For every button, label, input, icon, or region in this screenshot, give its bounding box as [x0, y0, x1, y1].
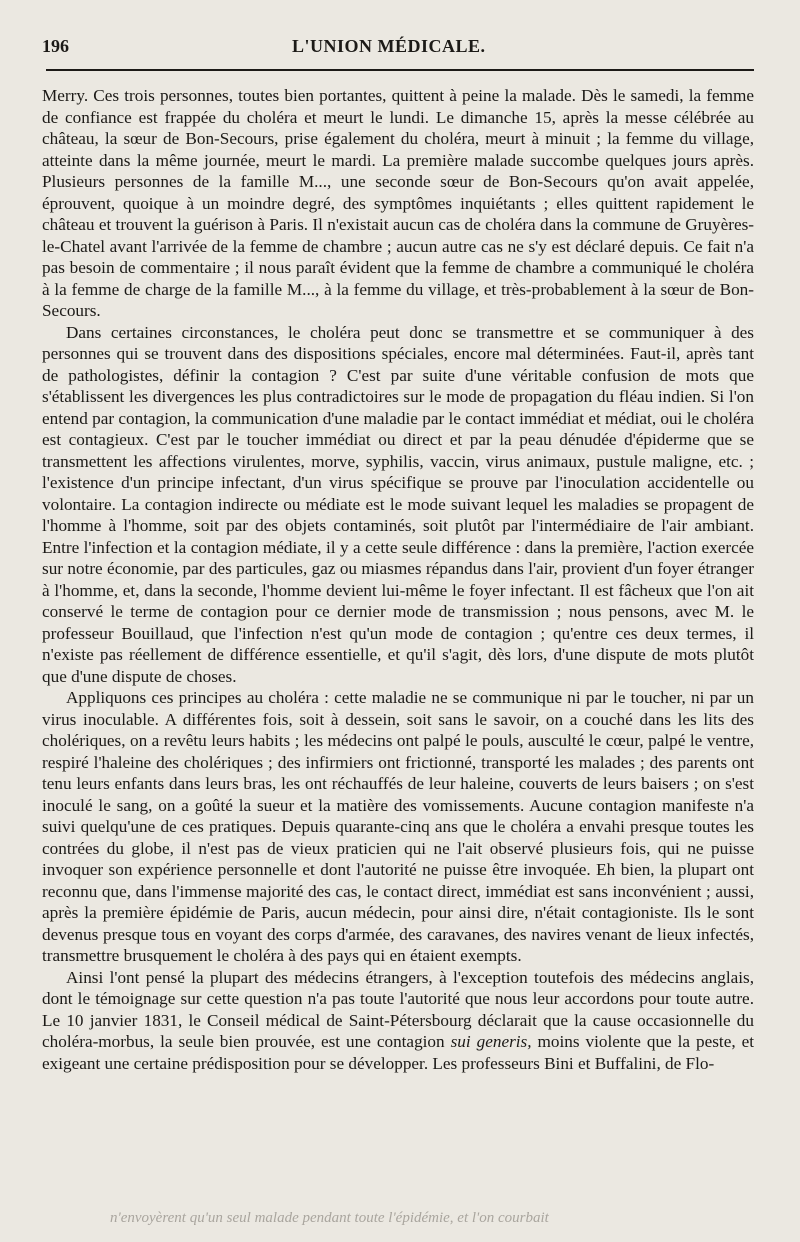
paragraph: Appliquons ces principes au choléra : cette maladie ne se communique ni par le toucher, ni par un virus inoculable. A différentes fois, soit à dessein, soit sans le savoir, on a couché dans les lits des cholériques, on a revêtu leurs habits ; les médecins ont palpé le pouls, ausculté le cœur, palpé le ventre, respiré l'haleine des cholériques ; des infirmiers ont frictionné, transporté les malades ; des parents ont tenu leurs enfants dans leurs bras, les ont réchauffés de leur haleine, couverts de leurs baisers ; on s'est inoculé le sang, on a goûté la sueur et la matière des vomissements. Aucune contagion manifeste n'a suivi quelqu'une de ces pratiques. Depuis quarante-cinq ans que le choléra a envahi presque toutes les contrées du globe, il n'est pas de vieux praticien qui ne l'ait observé plusieurs fois, qui ne puisse invoquer son expérience personnelle et dont l'autorité ne puisse être invoquée. Eh bien, la plupart ont reconnu que, dans l'immense majorité des cas, le contact direct, immédiat est sans inconvénient ; aussi, après la première épidémie de Paris, aucun médecin, pour ainsi dire, n'était contagioniste. Ils le sont devenus presque tous en voyant des corps d'armée, des caravanes, des navires venant de lieux infectés, transmettre brusquement le choléra à des pays qui en étaient exempts.: [42, 688, 754, 965]
page-header: [42, 36, 754, 66]
text-span: Ainsi l'ont pensé la plupart des médecins étrangers, à l'exception toutefois des médecins anglais, dont le témoignage sur cette question n'a pas toute l'autorité que nous leur accordons pour toute autre. Le 10 janvier 1831, le Conseil médical de Saint-Pétersbourg déclarait que la cause occasionnelle du choléra-morbus, la seule bien prouvée, est une contagion: [42, 967, 754, 1051]
article-body: [42, 85, 754, 1074]
page-number: 196: [42, 36, 69, 56]
paragraph: [42, 967, 754, 1075]
text-span: moins violente que la peste, et exigeant une certaine prédisposition pour se développer. Les professeurs Bini et Buffalini, de Flo-: [42, 1032, 755, 1073]
paragraph: Merry. Ces trois personnes, toutes bien portantes, quittent à peine la malade. Dès le samedi, la femme de confiance est frappée du choléra et meurt le lundi. Le dimanche 15, après la messe célébrée au château, la sœur de Bon-Secours, prise également du choléra, meurt à minuit ; la femme du village, atteinte dans la même journée, meurt le mardi. La première malade succombe quelques jours après. Plusieurs personnes de la famille M..., une seconde sœur de Bon-Secours qu'on avait appelée, éprouvent, quoique à un moindre degré, des symptômes inquiétants ; elles quittent rapidement le château et trouvent la guérison à Paris. Il n'existait aucun cas de choléra dans la commune de Gruyères-le-Chatel avant l'arrivée de la femme de chambre ; aucun autre cas ne s'y est déclaré depuis. Ce fait n'a pas besoin de commentaire ; il nous paraît évident que la femme de chambre a communiqué le choléra à la femme de charge de la famille M..., à la femme du village, et très-probablement à la sœur de Bon-Secours.: [42, 86, 754, 320]
bleed-through-text: n'envoyèrent qu'un seul malade pendant toute l'épidémie, et l'on courbait: [110, 1210, 549, 1226]
journal-title: L'UNION MÉDICALE.: [292, 36, 486, 56]
header-rule: [46, 69, 754, 71]
italic-term: sui generis,: [450, 1032, 532, 1051]
paragraph: Dans certaines circonstances, le choléra peut donc se transmettre et se communiquer à des personnes qui se trouvent dans des dispositions spéciales, encore mal déterminées. Faut-il, après tant de pathologistes, définir la contagion ? C'est par suite d'une véritable confusion de mots que s'établissent les divergences les plus contradictoires sur le mode de propagation du fléau indien. Si l'on entend par contagion, la communication d'une maladie par le contact immédiat et médiat, oui le choléra est contagieux. C'est par le toucher immédiat ou direct et par la peau dénudée d'épiderme que se transmettent les affections virulentes, morve, syphilis, vaccin, virus animaux, pustule maligne, etc. ; l'existence d'un principe infectant, d'un virus spécifique se prouve par l'inoculation accidentelle ou volontaire. La contagion indirecte ou médiate est le mode suivant lequel les maladies se propagent de l'homme à l'homme, soit par des objets contaminés, soit plutôt par l'intermédiaire de l'air ambiant. Entre l'infection et la contagion médiate, il y a cette seule différence : dans la première, l'action exercée sur notre économie, par des particules, gaz ou miasmes répandus dans l'air, provient d'un foyer étranger à l'homme, et, dans la seconde, l'homme devient lui-même le foyer infectant. Il est fâcheux que l'on ait conservé le terme de contagion pour ce dernier mode de transmission ; nous pensons, avec M. le professeur Bouillaud, que l'infection n'est qu'un mode de contagion ; qu'entre ces deux termes, il n'existe pas réellement de différence essentielle, et qu'il s'agit, dès lors, d'une dispute de mots plutôt que d'une dispute de choses.: [42, 322, 754, 686]
